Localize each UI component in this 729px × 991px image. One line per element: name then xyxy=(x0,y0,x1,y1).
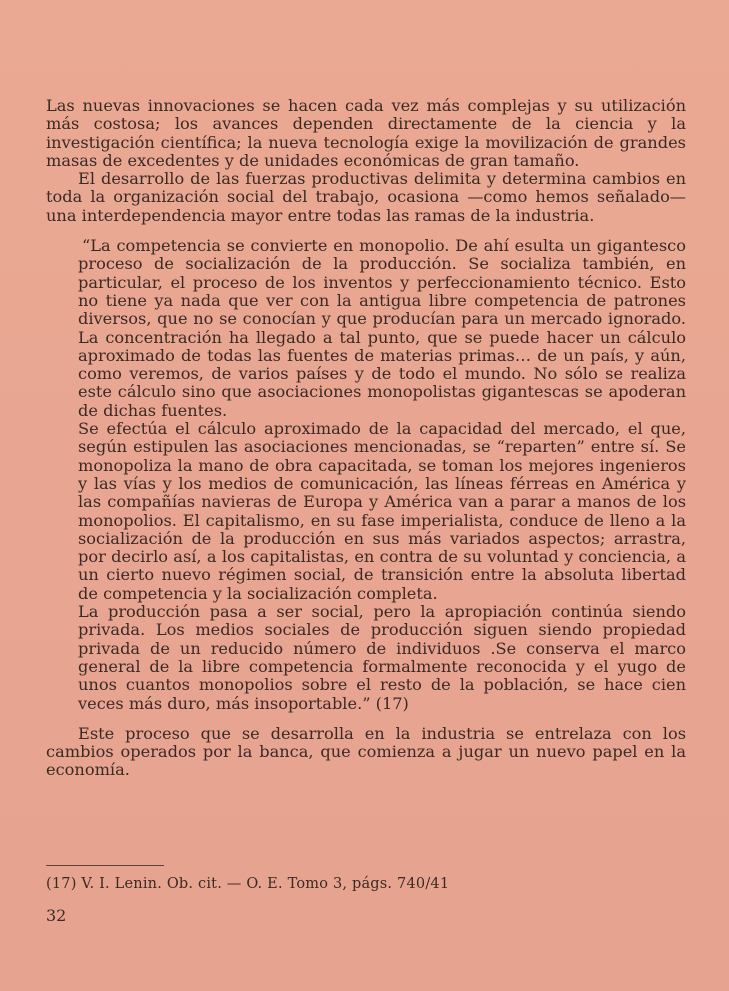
paragraph-1: Las nuevas innovaciones se hacen cada vez más complejas y su utilización más costosa; los avances dependen directamente de la ciencia y la investigación científica; la nueva tecnología exige la movilización de grandes masas de excedentes y de unidades económicas de gran tamaño. xyxy=(46,96,686,170)
footnote-divider xyxy=(46,865,164,866)
footnote: (17) V. I. Lenin. Ob. cit. — O. E. Tomo 3, págs. 740/41 xyxy=(46,876,450,892)
closing-paragraph: Este proceso que se desarrolla en la industria se entrelaza con los cambios operados por la banca, que comienza a jugar un nuevo papel en la economía. xyxy=(46,723,686,780)
body-text xyxy=(46,97,686,780)
paragraph-2: El desarrollo de las fuerzas productivas delimita y determina cambios en toda la organización social del trabajo, ocasiona —como hemos señalado— una interdependencia mayor entre todas las ramas de la industria. xyxy=(46,169,686,225)
quote-paragraph-1: “La competencia se convierte en monopolio. De ahí esulta un gigantesco proceso de socialización de la producción. Se socializa también, en particular, el proceso de los inventos y perfeccionamiento técnico. Esto no tiene ya nada que ver con la antigua libre competencia de patrones diversos, que no se conocían y que producían para un mercado ignorado. La concentración ha llegado a tal punto, que se puede hacer un cálculo aproximado de todas las fuentes de materias primas… de un país, y aún, como veremos, de varios países y de todo el mundo. No sólo se realiza este cálculo sino que asociaciones monopolistas gigantescas se apoderan de dichas fuentes. xyxy=(78,236,686,420)
page-number: 32 xyxy=(46,906,67,925)
block-quote xyxy=(78,237,686,713)
quote-paragraph-2: Se efectúa el cálculo aproximado de la capacidad del mercado, el que, según estipulen las asociaciones mencionadas, se “reparten” entre sí. Se monopoliza la mano de obra capacitada, se toman los mejores ingenieros y las vías y los medios de comunicación, las líneas férreas en América y las compañías navieras de Europa y América van a parar a manos de los monopolios. El capitalismo, en su fase imperialista, conduce de lleno a la socialización de la producción en sus más variados aspectos; arrastra, por decirlo así, a los capitalistas, en contra de su voluntad y conciencia, a un cierto nuevo régimen social, de transición entre la absoluta libertad de competencia y la socialización completa. xyxy=(78,419,686,603)
quote-paragraph-3: La producción pasa a ser social, pero la apropiación continúa siendo privada. Los medios sociales de producción siguen siendo propiedad privada de un reducido número de individuos .Se conserva el marco general de la libre competencia formalmente reconocida y el yugo de unos cuantos monopolios sobre el resto de la población, se hace cien veces más duro, más insoportable.” (17) xyxy=(78,602,686,713)
